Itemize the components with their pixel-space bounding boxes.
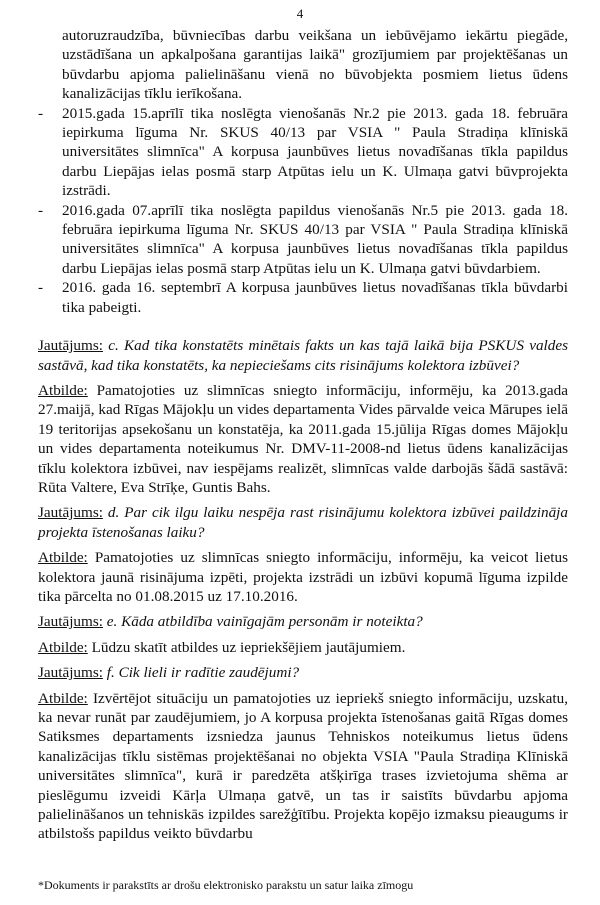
answer-label: Atbilde: [38,381,88,399]
question-f [38,663,568,682]
question-c [38,336,568,375]
question-text: e. Kāda atbildība vainīgajām personām ir noteikta? [102,613,423,631]
list-item [38,104,568,201]
question-e [38,612,568,631]
answer-label: Atbilde: [38,689,88,707]
intro-paragraph: autoruzraudzība, būvniecības darbu veikšana un iebūvējamo iekārtu piegāde, uzstādīšana un apkalpošana garantijas laikā" grozījumiem par projektēšanas un būvdarbu apjoma palielināšanu vienā no būvobjekta posmiem lietus ūdens kanalizācijas tīklu ierīkošana. [62,27,568,103]
signature-footnote: *Dokuments ir parakstīts ar drošu elektronisko parakstu un satur laika zīmogu [38,878,414,892]
answer-f [38,689,568,844]
list-dash: - [38,279,44,297]
answer-text: Pamatojoties uz slimnīcas sniegto informāciju, informēju, ka 2013.gada 27.maijā, kad Rīgas Mājokļu un vides departamenta Vides pārvalde veica Mārupes ielā 19 teritorijas apsekošanu un konstatēja, ka 2011.gada 15.jūlija Rīgas domes Mājokļu un vides departamenta noteikumus Nr. DMV-11-2008-nd lietus ūdens kanalizācijas tīklu kolektora izbūvei, nav iespējams realizēt, slimnīcas valde darbojās šādā sastāvā: Rūta Valtere, Eva Strīķe, Guntis Bahs. [38,381,568,496]
list-item-text: 2016.gada 07.aprīlī tika noslēgta papildus vienošanās Nr.5 pie 2013. gada 18. februāra iepirkuma līguma Nr. SKUS 40/13 par VSIA " Paula Stradiņa klīniskā universitātes slimnīca" A korpusa jaunbūves lietus novadīšanas tīkla papildus darbu Liepājas ielas posmā starp Atpūtas ielu un K. Ulmaņa gatvi būvdarbiem. [62,201,568,277]
event-list [38,104,568,317]
question-text: f. Cik lieli ir radītie zaudējumi? [102,664,300,682]
list-item-text: 2016. gada 16. septembrī A korpusa jaunbūves lietus novadīšanas tīkla būvdarbi tika pabeigti. [62,279,568,316]
list-item [38,278,568,317]
list-dash: - [38,104,44,122]
list-item-text: 2015.gada 15.aprīlī tika noslēgta vienošanās Nr.2 pie 2013. gada 18. februāra iepirkuma līguma Nr. SKUS 40/13 par VSIA " Paula Stradiņa klīniskā universitātes slimnīca" A korpusa jaunbūves lietus novadīšanas tīkla papildus darbu Liepājas ielas posmā starp Atpūtas ielu un K. Ulmaņa gatvi būvprojekta izstrādi. [62,104,568,200]
question-label: Jautājums: [38,664,103,682]
answer-c [38,381,568,497]
answer-label: Atbilde: [38,549,88,567]
question-text: d. Par cik ilgu laiku nespēja rast risinājumu kolektora izbūvei paildzināja projekta īstenošanas laiku? [38,504,568,541]
answer-d [38,548,568,606]
answer-text: Izvērtējot situāciju un pamatojoties uz iepriekš sniegto informāciju, uzskatu, ka nevar runāt par zaudējumiem, jo A korpusa projekta īstenošanas gaitā Rīgas domes Satiksmes departaments izsniedza jaunus Tehniskos noteikumus lietus ūdens kanalizācijas tīklu sistēmas projektēšanai no objekta VSIA "Paula Stradiņa Klīniskā universitātes slimnīca", kurā ir paredzēta atšķirīga trases izvietojuma shēma ar pieslēgumu izveidi Kārļa Ulmaņa gatvē, un tas ir saistīts būvdarbu apjoma palielināšanos un tehniskās izpildes sarežģītību. Projekta kopējo izmaksu pieaugums ir atbilstošs papildus veikto būvdarbu [38,689,568,843]
question-d [38,503,568,542]
list-item [38,201,568,279]
question-text: c. Kad tika konstatēts minētais fakts un kas tajā laikā bija PSKUS valdes sastāvā, kad tika konstatēts, ka nepieciešams cits risinājums kolektora izbūvei? [38,337,568,374]
document-body [38,26,568,844]
page-number: 4 [296,6,304,21]
answer-text: Lūdzu skatīt atbildes uz iepriekšējiem jautājumiem. [87,638,406,656]
question-label: Jautājums: [38,504,103,522]
answer-label: Atbilde: [38,638,88,656]
question-label: Jautājums: [38,613,103,631]
question-label: Jautājums: [38,337,103,355]
list-dash: - [38,201,44,219]
answer-e [38,638,568,657]
answer-text: Pamatojoties uz slimnīcas sniegto informāciju, informēju, ka veicot lietus kolektora jaunā risinājuma izpēti, projekta izstrādi un izbūvi kopumā līguma izpilde tika pārcelta no 01.08.2015 uz 17.10.2016. [38,549,568,605]
